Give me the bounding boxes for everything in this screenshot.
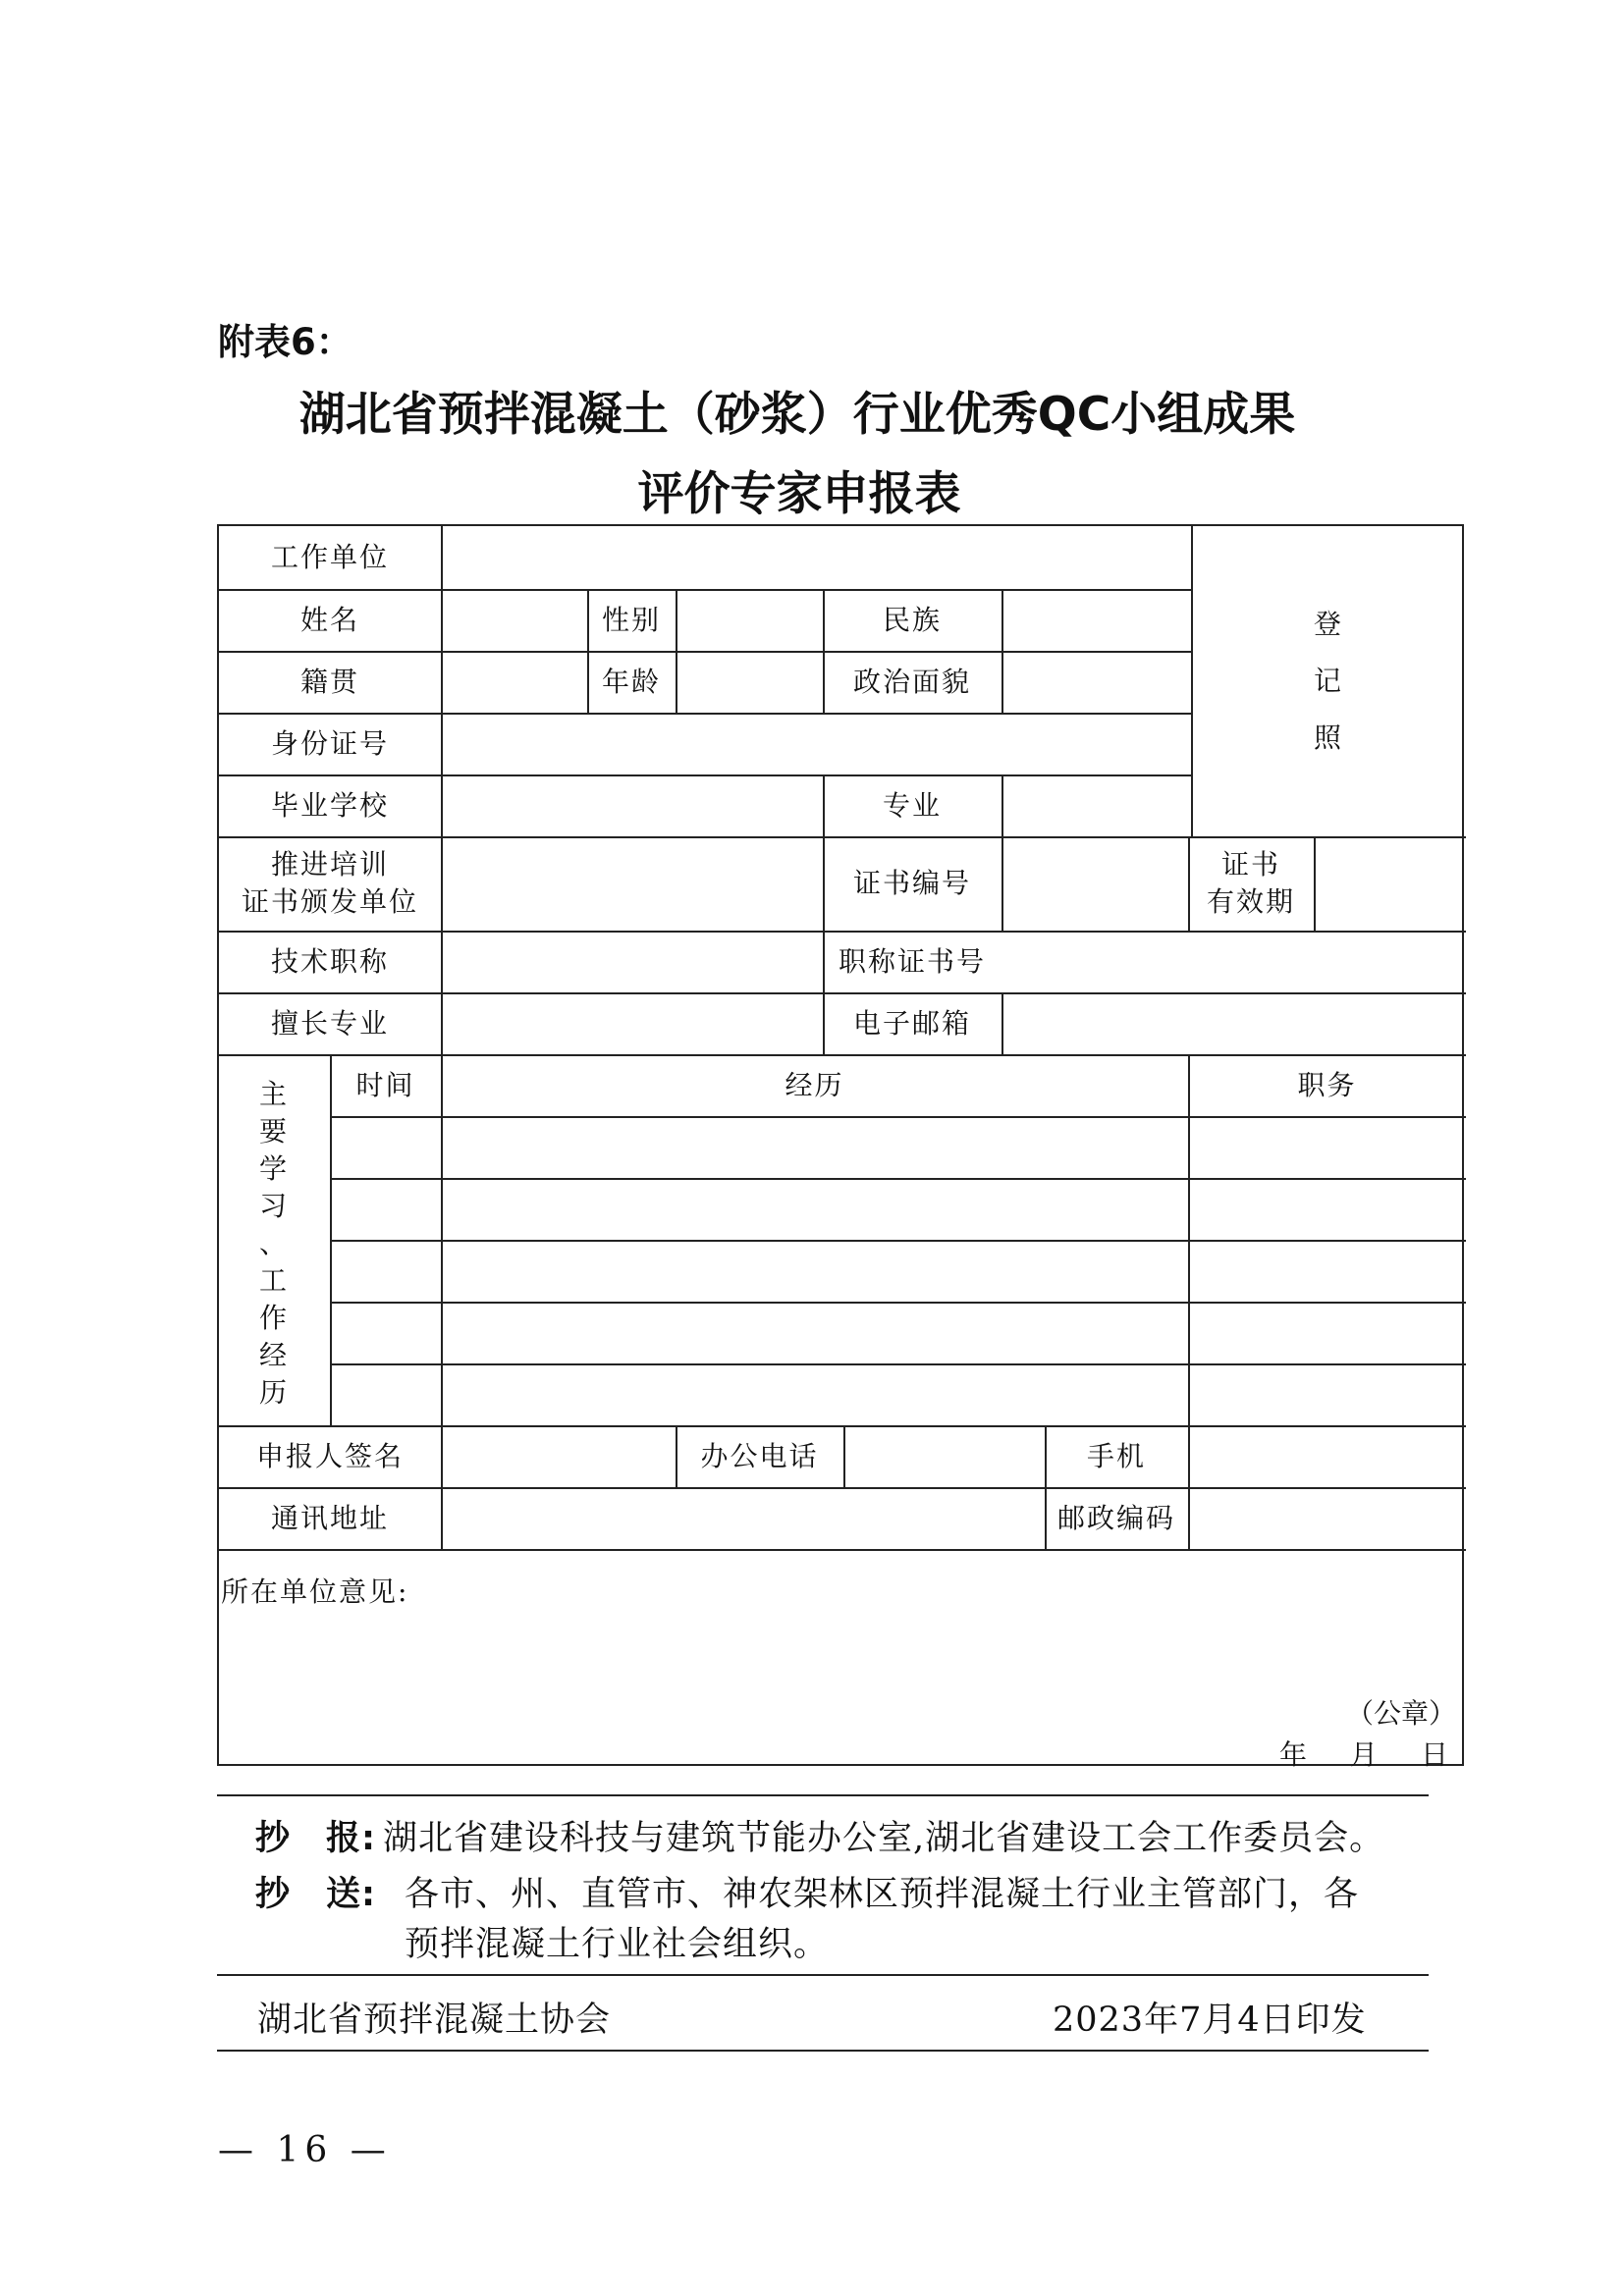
label-technical-title: 技术职称 bbox=[270, 944, 389, 978]
issuer-name: 湖北省预拌混凝土协会 bbox=[257, 2001, 612, 2040]
label-email: 电子邮箱 bbox=[852, 1006, 971, 1040]
form-title-line1: 湖北省预拌混凝土（砂浆）行业优秀QC小组成果 bbox=[298, 388, 1296, 442]
label-postal-code: 邮政编码 bbox=[1056, 1501, 1175, 1534]
label-mobile: 手机 bbox=[1086, 1439, 1146, 1472]
label-unit-opinion: 所在单位意见: bbox=[221, 1575, 409, 1608]
report-label: 抄 报: bbox=[255, 1819, 376, 1858]
header-position: 职务 bbox=[1297, 1068, 1357, 1101]
application-form-table bbox=[217, 524, 1464, 1771]
header-time: 时间 bbox=[355, 1068, 415, 1101]
label-specialty: 擅长专业 bbox=[270, 1006, 389, 1040]
label-native-place: 籍贯 bbox=[299, 665, 359, 698]
send-recipients-line2: 预拌混凝土行业社会组织。 bbox=[405, 1925, 830, 1964]
report-recipients: 湖北省建设科技与建筑节能办公室,湖北省建设工会工作委员会。 bbox=[383, 1819, 1385, 1858]
label-graduated-school: 毕业学校 bbox=[270, 788, 389, 822]
label-experience-section: 主 要 学 习 、 工 作 经 历 bbox=[258, 1078, 287, 1409]
label-applicant-signature: 申报人签名 bbox=[255, 1439, 404, 1472]
label-gender: 性别 bbox=[601, 603, 661, 636]
label-ethnicity: 民族 bbox=[882, 603, 942, 636]
photo-area: 登 记 照 bbox=[1313, 608, 1343, 754]
send-label: 抄 送: bbox=[255, 1875, 376, 1914]
issue-date: 2023年7月4日印发 bbox=[1053, 2001, 1367, 2040]
label-name: 姓名 bbox=[299, 603, 359, 636]
date-line: 年 月 日 bbox=[1278, 1738, 1456, 1771]
label-major: 专业 bbox=[882, 788, 942, 822]
label-id-number: 身份证号 bbox=[270, 726, 389, 760]
label-certificate-validity: 证书 有效期 bbox=[1206, 848, 1295, 918]
label-training-unit: 推进培训 证书颁发单位 bbox=[241, 848, 418, 918]
attachment-label: 附表6： bbox=[218, 321, 352, 363]
label-office-phone: 办公电话 bbox=[700, 1439, 819, 1472]
label-certificate-number: 证书编号 bbox=[852, 867, 971, 899]
label-age: 年龄 bbox=[601, 665, 661, 698]
label-work-unit: 工作单位 bbox=[270, 541, 389, 573]
send-recipients-line1: 各市、州、直管市、神农架林区预拌混凝土行业主管部门，各 bbox=[405, 1875, 1360, 1914]
form-title-line2: 评价专家申报表 bbox=[637, 467, 961, 521]
label-title-certificate-number: 职称证书号 bbox=[838, 944, 986, 978]
header-experience: 经历 bbox=[785, 1068, 844, 1101]
page-number: — 16 — bbox=[218, 2130, 392, 2170]
seal-label: （公章） bbox=[1345, 1697, 1456, 1730]
label-political-status: 政治面貌 bbox=[852, 665, 971, 698]
label-address: 通讯地址 bbox=[270, 1501, 389, 1534]
